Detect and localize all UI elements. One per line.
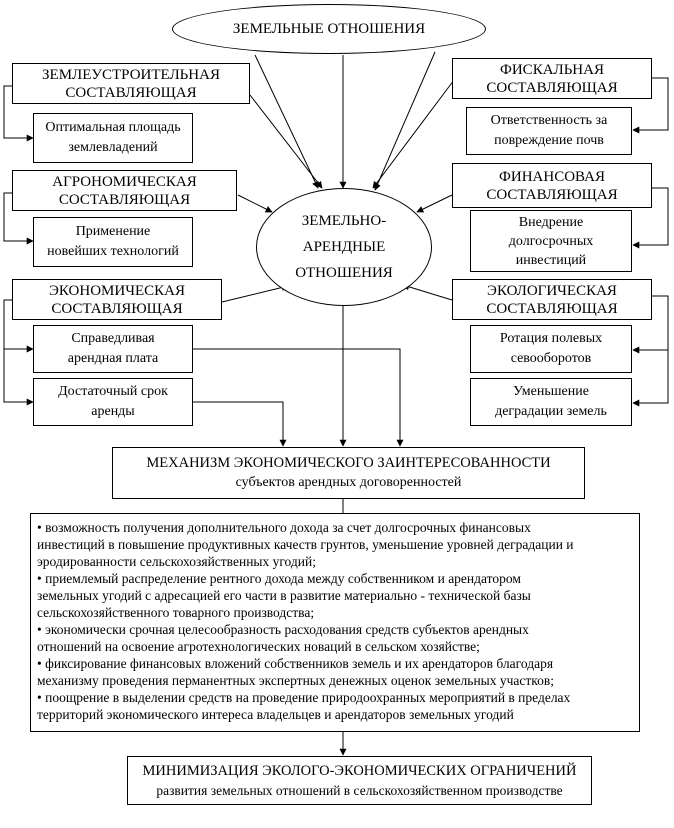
point-5: • поощрение в выделении средств на проведение природоохранных мероприятий в пределах территорий экономического интереса владельцев и арендаторов земельных угодий [37, 690, 571, 722]
point-2: • приемлемый распределение рентного дохода между собственником и арендатором земельных угодий с адресацией его части в развитие материально - технической базы сельскохозяйственного товарного производства; [37, 571, 531, 620]
point-4: • фиксирование финансовых вложений собственников земель и их арендаторов благодаря механизму проведения перманентных экспертных денежных оценок земельных участков; [37, 656, 555, 688]
left-group-2-title-text: АГРОНОМИЧЕСКАЯ СОСТАВЛЯЮЩАЯ [52, 173, 197, 208]
right-group-2-title-text: ФИНАНСОВАЯ СОСТАВЛЯЮЩАЯ [486, 168, 618, 203]
arrow-right-group-1 [373, 72, 460, 188]
arrow-left-group-1 [250, 95, 322, 188]
left-group-1-title [12, 63, 250, 104]
left-group-2-item-1 [33, 217, 193, 267]
right-group-3-title-text: ЭКОЛОГИЧЕСКАЯ СОСТАВЛЯЮЩАЯ [486, 282, 618, 317]
left-group-1-title-text: ЗЕМЛЕУСТРОИТЕЛЬНАЯ СОСТАВЛЯЮЩАЯ [42, 66, 220, 101]
root-ellipse [172, 4, 486, 54]
left-group-3-item-2 [33, 378, 193, 426]
center-label: ЗЕМЕЛЬНО- АРЕНДНЫЕ ОТНОШЕНИЯ [295, 213, 393, 281]
arrow-right-group-3 [403, 285, 452, 300]
right-group-1-item-1-text: Ответственность за повреждение почв [490, 113, 608, 148]
arrow-right-group-2 [417, 195, 452, 212]
left-group-3-item-2-text: Достаточный срок аренды [58, 384, 168, 419]
right-group-2-item-1 [470, 210, 632, 272]
root-label: ЗЕМЕЛЬНЫЕ ОТНОШЕНИЯ [232, 21, 426, 37]
point-3: • экономически срочная целесообразность расходования средств субъектов арендных отношений на освоение агротехнологических новаций в сельском хозяйстве; [37, 622, 529, 654]
bracket-right-3b [633, 350, 668, 403]
right-group-3-item-1-text: Ротация полевых севооборотов [499, 331, 603, 366]
arrow-rent-to-mechanism [192, 349, 400, 446]
arrow-left-group-3 [222, 286, 288, 302]
right-group-3-item-2 [470, 378, 632, 426]
arrow-root-right [375, 52, 435, 190]
right-group-3-title [452, 279, 652, 320]
right-group-3-item-1 [470, 325, 632, 373]
left-group-1-item-1 [33, 113, 193, 163]
result-title: МИНИМИЗАЦИЯ ЭКОЛОГО-ЭКОНОМИЧЕСКИХ ОГРАНИЧЕНИЙ [142, 762, 577, 779]
right-group-2-item-1-text: Внедрение долгосрочных инвестиций [508, 214, 594, 268]
left-group-3-item-1-text: Справедливая арендная плата [67, 331, 159, 366]
left-group-1-item-1-text: Оптимальная площадь землевладений [45, 120, 181, 155]
right-group-1-title-text: ФИСКАЛЬНАЯ СОСТАВЛЯЮЩАЯ [486, 61, 618, 96]
left-group-3-title-text: ЭКОНОМИЧЕСКАЯ СОСТАВЛЯЮЩАЯ [49, 282, 185, 317]
center-ellipse [256, 188, 432, 306]
right-group-3-item-2-text: Уменьшение деградации земель [495, 384, 607, 419]
left-group-2-item-1-text: Применение новейших технологий [47, 224, 179, 259]
right-group-1-item-1 [466, 107, 632, 155]
mechanism-points-list [30, 513, 640, 732]
mechanism-box [112, 447, 585, 499]
result-subtitle: развития земельных отношений в сельскохозяйственном производстве [156, 782, 563, 798]
right-group-2-title [452, 163, 652, 208]
arrow-root-left [255, 55, 318, 188]
right-group-1-title [452, 58, 652, 99]
point-1: • возможность получения дополнительного дохода за счет долгосрочных финансовых инвестиций в повышение продуктивных качеств грунтов, уменьшение уровней деградации и эродированности сельскохозяйственных угодий; [37, 520, 574, 569]
left-group-3-title [12, 279, 222, 320]
mechanism-subtitle: субъектов арендных договоренностей [235, 475, 462, 490]
arrow-term-to-mechanism [192, 402, 283, 446]
result-box [127, 756, 592, 805]
mechanism-title: МЕХАНИЗМ ЭКОНОМИЧЕСКОГО ЗАИНТЕРЕСОВАННОСТИ [146, 455, 551, 471]
left-group-3-item-1 [33, 325, 193, 373]
bracket-left-3b [4, 349, 33, 402]
left-group-2-title [12, 170, 237, 211]
arrow-left-group-2 [238, 195, 272, 212]
